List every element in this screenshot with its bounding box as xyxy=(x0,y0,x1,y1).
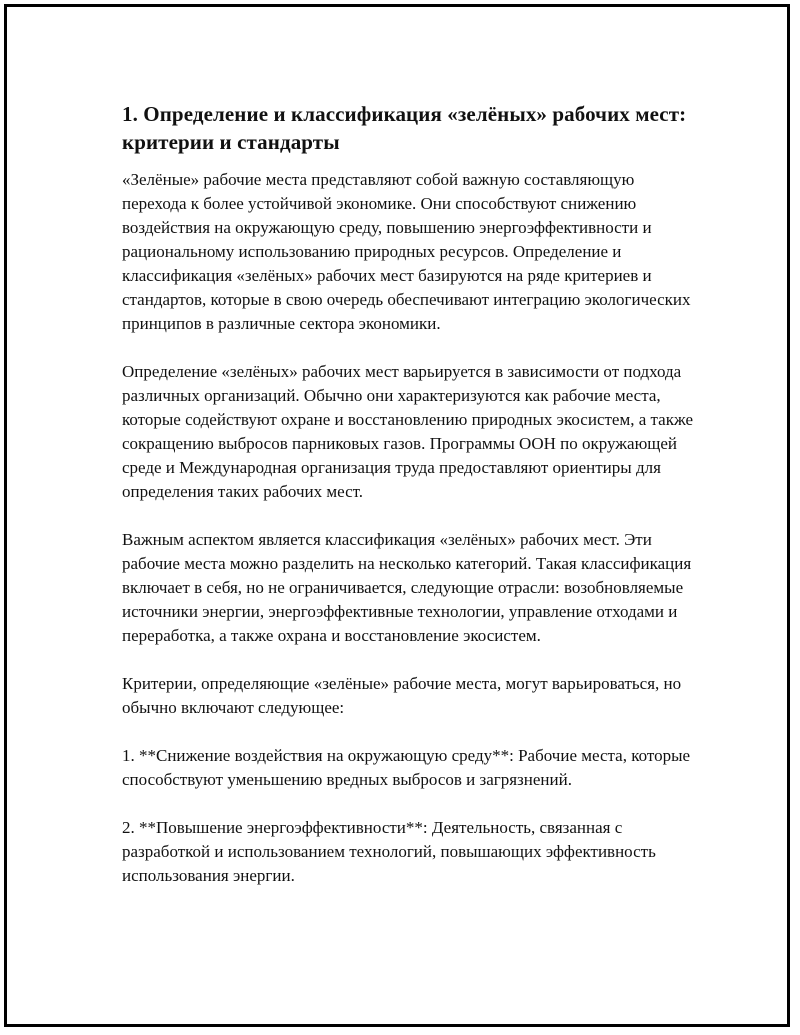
section-heading: 1. Определение и классификация «зелёных» рабочих мест: критерии и стандарты xyxy=(122,102,687,154)
paragraph-classification: Важным аспектом является классификация «зелёных» рабочих мест. Эти рабочие места можно разделить на несколько категорий. Такая классификация включает в себя, но не ограничивается, следующие отрасли: возобновляемые источники энергии, энергоэффективные технологии, управление отходами и переработка, а также охрана и восстановление экосистем. xyxy=(122,530,692,645)
paragraph-intro: «Зелёные» рабочие места представляют собой важную составляющую перехода к более устойчивой экономике. Они способствуют снижению воздействия на окружающую среду, повышению энергоэффективности и рациональному использованию природных ресурсов. Определение и классификация «зелёных» рабочих мест базируются на ряде критериев и стандартов, которые в свою очередь обеспечивают интеграцию экологических принципов в различные сектора экономики. xyxy=(122,170,691,333)
list-item-criterion-2: 2. **Повышение энергоэффективности**: Деятельность, связанная с разработкой и использованием технологий, повышающих эффективность использования энергии. xyxy=(122,818,656,885)
list-item-criterion-1: 1. **Снижение воздействия на окружающую среду**: Рабочие места, которые способствуют уменьшению вредных выбросов и загрязнений. xyxy=(122,746,691,789)
paragraph-definition: Определение «зелёных» рабочих мест варьируется в зависимости от подхода различных организаций. Обычно они характеризуются как рабочие места, которые содействуют охране и восстановлению природных экосистем, а также сокращению выбросов парниковых газов. Программы ООН по окружающей среде и Международная организация труда предоставляют ориентиры для определения таких рабочих мест. xyxy=(122,362,694,501)
paragraph-criteria-intro: Критерии, определяющие «зелёные» рабочие места, могут варьироваться, но обычно включают следующее: xyxy=(122,674,682,717)
document-page xyxy=(4,4,790,1027)
document-body xyxy=(122,100,702,912)
